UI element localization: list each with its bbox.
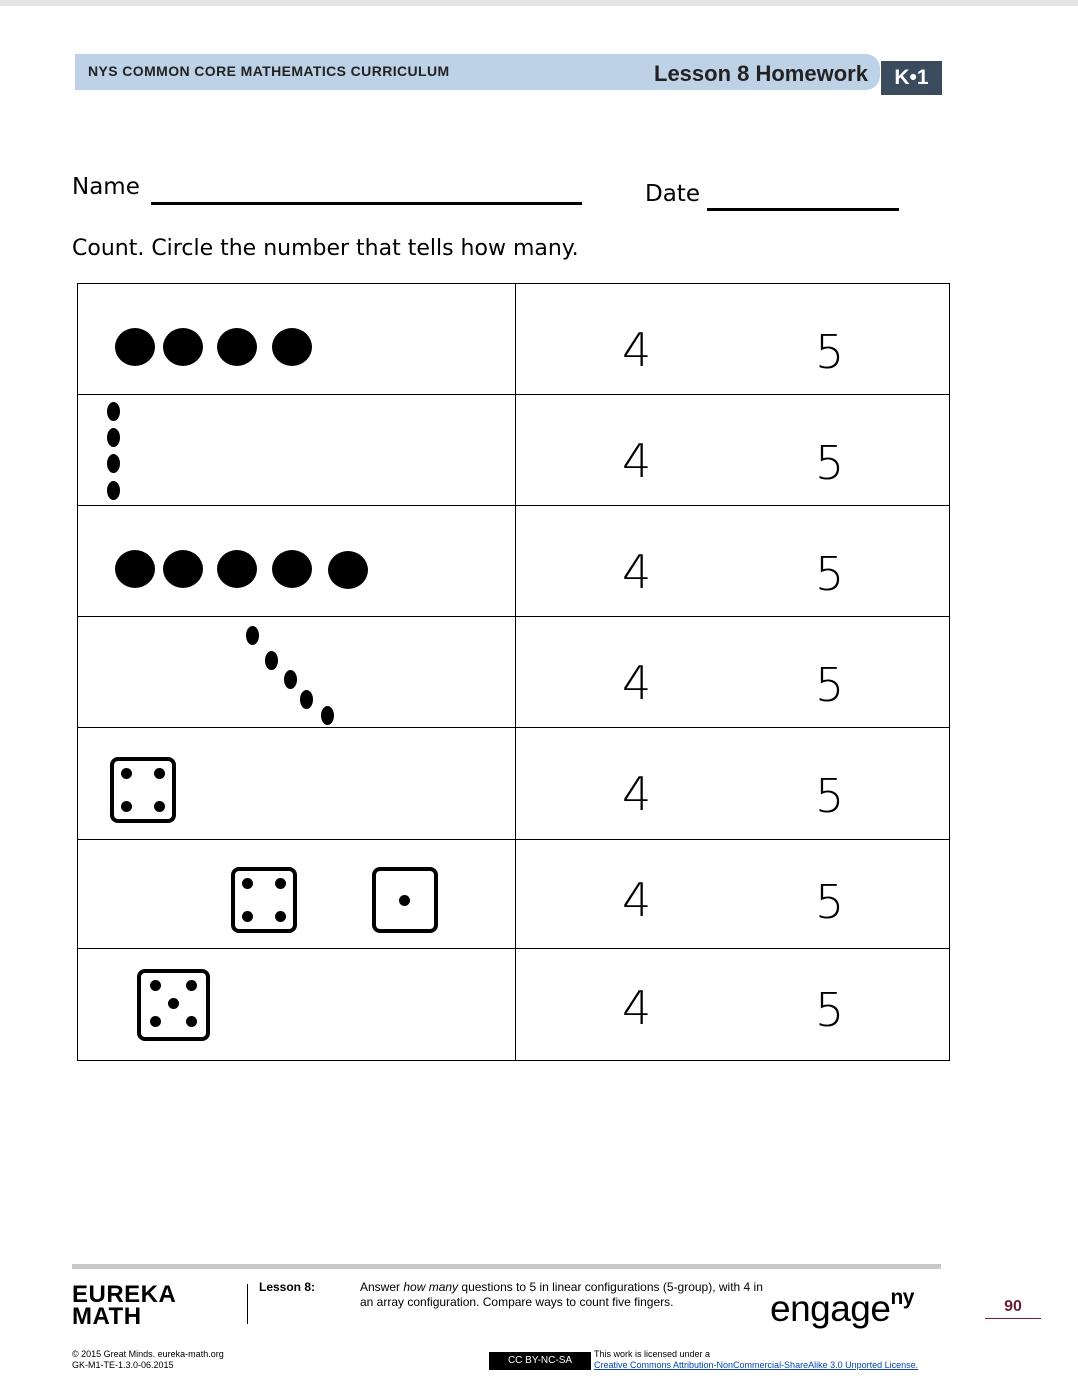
die-pip: [186, 980, 197, 991]
lesson-description: [360, 1280, 770, 1310]
counting-dot: [107, 428, 120, 447]
curriculum-title: NYS COMMON CORE MATHEMATICS CURRICULUM: [88, 63, 450, 79]
counting-dot: [272, 550, 312, 588]
counting-dot: [217, 328, 257, 366]
choice-5[interactable]: 5: [815, 325, 845, 379]
copyright: [72, 1349, 224, 1371]
footer-rule: [72, 1264, 941, 1269]
document-code: GK-M1-TE-1.3.0-06.2015: [72, 1360, 174, 1370]
choice-5[interactable]: 5: [815, 547, 845, 601]
engageny-logo: [770, 1286, 914, 1330]
counting-dot: [265, 651, 278, 670]
lesson-title: Lesson 8 Homework: [654, 61, 868, 86]
die-four: [110, 757, 176, 823]
die-pip: [242, 911, 253, 922]
die-pip: [275, 878, 286, 889]
counting-dot: [328, 551, 368, 589]
counting-dot: [217, 550, 257, 588]
choice-5[interactable]: 5: [815, 875, 845, 929]
choice-5[interactable]: 5: [815, 436, 845, 490]
choice-4[interactable]: 4: [622, 981, 652, 1035]
license-link[interactable]: Creative Commons Attribution-NonCommercial-ShareAlike 3.0 Unported License.: [594, 1360, 919, 1370]
date-label: Date: [645, 181, 700, 207]
choice-5[interactable]: 5: [815, 769, 845, 823]
choice-5[interactable]: 5: [815, 983, 845, 1037]
date-field[interactable]: [707, 208, 899, 211]
die-pip: [150, 980, 161, 991]
desc-part: Answer: [360, 1280, 404, 1294]
footer-divider: [247, 1284, 248, 1324]
cc-license-badge: CC BY-NC-SA: [489, 1352, 591, 1370]
row-divider: [77, 616, 950, 617]
grade-badge: K•1: [881, 61, 942, 95]
choice-4[interactable]: 4: [622, 656, 652, 710]
top-border: [0, 0, 1078, 6]
license-text: [594, 1349, 918, 1371]
die-pip: [121, 768, 132, 779]
die-four: [231, 867, 297, 933]
page-number: 90: [985, 1298, 1041, 1319]
counting-dot: [107, 402, 120, 421]
row-divider: [77, 948, 950, 949]
choice-4[interactable]: 4: [622, 545, 652, 599]
ny-text: ny: [890, 1286, 914, 1309]
counting-dot: [321, 706, 334, 725]
instructions: Count. Circle the number that tells how many.: [72, 236, 579, 261]
counting-dot: [163, 328, 203, 366]
row-divider: [77, 505, 950, 506]
die-five: [137, 969, 210, 1041]
choice-4[interactable]: 4: [622, 873, 652, 927]
die-one: [372, 867, 438, 933]
counting-dot: [115, 328, 155, 366]
desc-part: questions to 5 in linear configurations (5-group), with 4 in an array configuration. Compare ways to count five fingers.: [360, 1280, 763, 1309]
die-pip: [154, 801, 165, 812]
choice-4[interactable]: 4: [622, 434, 652, 488]
eureka-math-logo: [72, 1281, 177, 1330]
name-label: Name: [72, 174, 140, 200]
counting-dot: [107, 481, 120, 500]
row-divider: [77, 727, 950, 728]
counting-dot: [300, 690, 313, 709]
die-pip: [399, 895, 410, 906]
die-pip: [275, 911, 286, 922]
counting-dot: [284, 670, 297, 689]
counting-dot: [163, 550, 203, 588]
copyright-line: © 2015 Great Minds. eureka-math.org: [72, 1349, 224, 1359]
die-pip: [242, 878, 253, 889]
counting-dot: [115, 550, 155, 588]
logo-line-2: MATH: [72, 1303, 142, 1330]
die-pip: [154, 768, 165, 779]
lesson-reference: Lesson 8:: [259, 1280, 316, 1294]
row-divider: [77, 839, 950, 840]
counting-dot: [246, 626, 259, 645]
choice-4[interactable]: 4: [622, 767, 652, 821]
logo-line-1: EUREKA: [72, 1281, 177, 1308]
choice-5[interactable]: 5: [815, 658, 845, 712]
name-field[interactable]: [151, 202, 582, 205]
engage-text: engage: [770, 1288, 891, 1329]
die-pip: [186, 1016, 197, 1027]
license-line: This work is licensed under a: [594, 1349, 711, 1359]
die-pip: [168, 998, 179, 1009]
die-pip: [150, 1016, 161, 1027]
counting-dot: [107, 454, 120, 473]
die-pip: [121, 801, 132, 812]
desc-emphasis: how many: [403, 1280, 459, 1294]
choice-4[interactable]: 4: [622, 323, 652, 377]
column-divider: [515, 283, 516, 1061]
row-divider: [77, 394, 950, 395]
counting-dot: [272, 328, 312, 366]
counting-table: [77, 283, 950, 1061]
